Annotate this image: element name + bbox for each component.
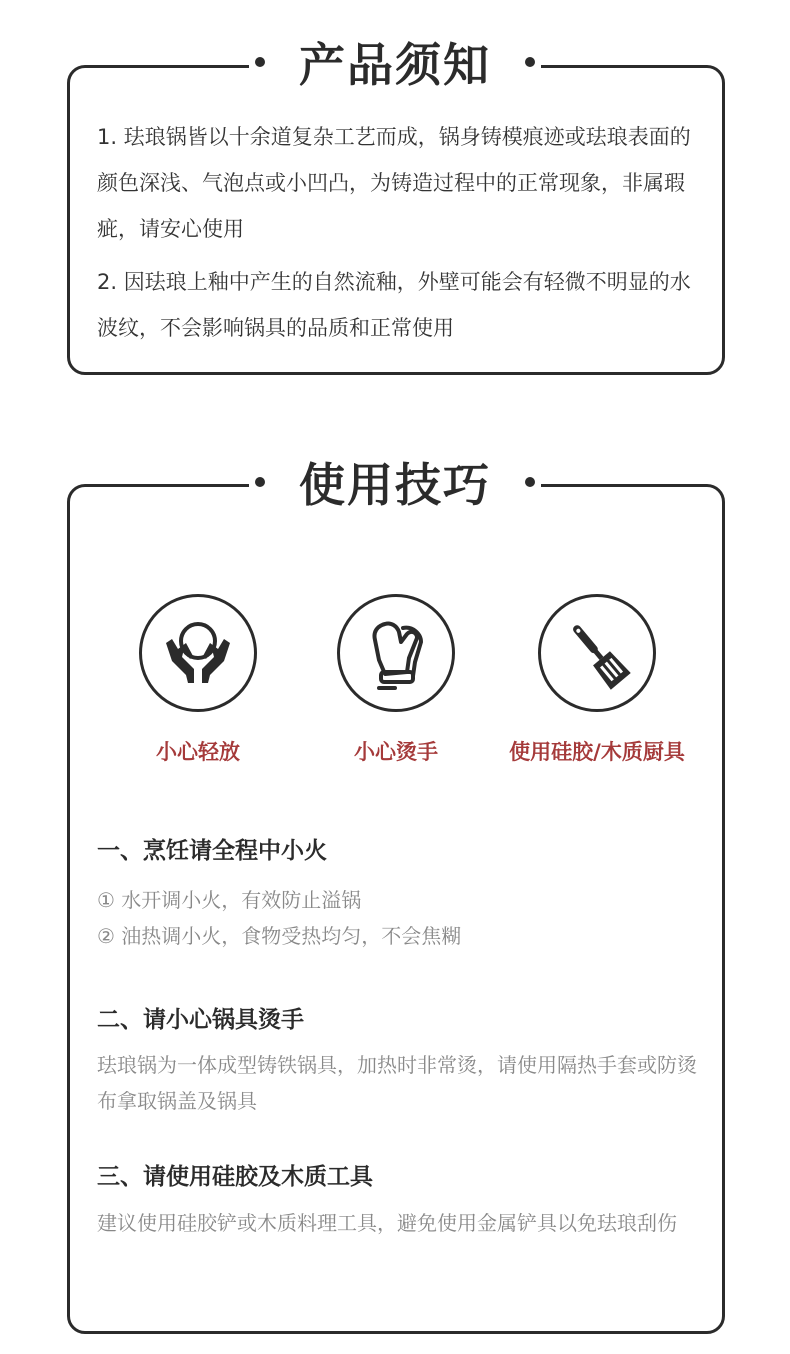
tips-title-wrap [0, 450, 790, 514]
section-line: ① 水开调小火，有效防止溢锅 [97, 888, 362, 912]
tip-label: 使用硅胶/木质厨具 [509, 740, 685, 764]
section-line: ② 油热调小火，食物受热均匀，不会焦糊 [97, 924, 462, 948]
notice-title-wrap [0, 30, 790, 94]
tip-label: 小心烫手 [354, 740, 438, 764]
notice-title: 产品须知 [299, 38, 491, 92]
section-title-low-heat: 一、烹饪请全程中小火 [97, 838, 327, 864]
tip-handle-gently [88, 594, 308, 766]
title-dot-right [525, 477, 535, 487]
notice-item-2: 2. 因珐琅上釉中产生的自然流釉，外壁可能会有轻微不明显的水波纹，不会影响锅具的品质和正常使用 [97, 270, 691, 340]
title-dot-left [255, 57, 265, 67]
spatula-icon [538, 594, 656, 712]
oven-mitt-icon [337, 594, 455, 712]
section-title-utensils: 三、请使用硅胶及木质工具 [97, 1164, 373, 1190]
title-dot-right [525, 57, 535, 67]
title-dot-left [255, 477, 265, 487]
section-text: 珐琅锅为一体成型铸铁锅具，加热时非常烫，请使用隔热手套或防烫布拿取锅盖及锅具 [97, 1053, 697, 1113]
section-text: 建议使用硅胶铲或木质料理工具，避免使用金属铲具以免珐琅刮伤 [97, 1211, 677, 1235]
tips-title: 使用技巧 [299, 458, 491, 512]
tip-hot-hands [286, 594, 506, 766]
notice-item-1: 1. 珐琅锅皆以十余道复杂工艺而成，锅身铸模痕迹或珐琅表面的颜色深浅、气泡点或小凹凸，为铸造过程中的正常现象，非属瑕疵，请安心使用 [97, 125, 691, 241]
tip-silicone-utensils [487, 594, 707, 766]
tip-label: 小心轻放 [156, 740, 240, 764]
hands-holding-pot-icon [139, 594, 257, 712]
section-title-hot-warning: 二、请小心锅具烫手 [97, 1007, 304, 1033]
